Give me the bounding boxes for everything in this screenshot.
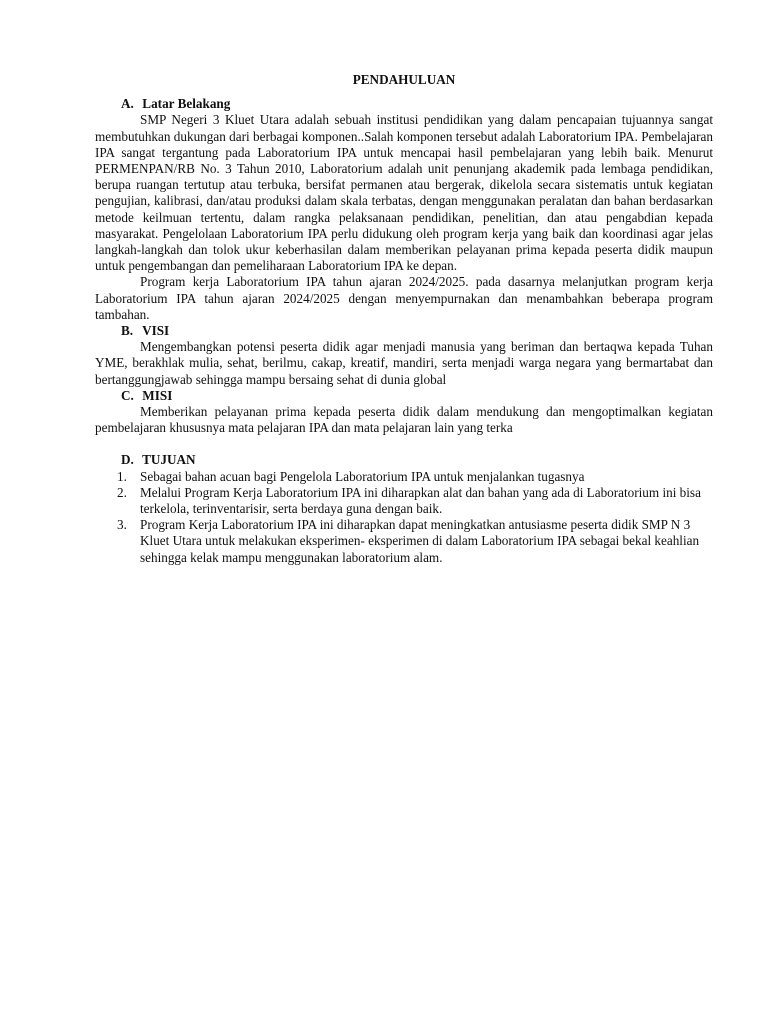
list-number: 3. (117, 517, 127, 533)
list-number: 2. (117, 484, 127, 500)
section-title: Latar Belakang (142, 96, 231, 112)
section-title: TUJUAN (142, 452, 196, 468)
list-text: Program Kerja Laboratorium IPA ini diharapkan dapat meningkatkan antusiasme peserta didik SMP N 3 Kluet Utara untuk melakukan eksperimen- eksperimen di dalam Laboratorium IPA sebagai bekal keahlian sehingga kelak mampu menggunakan laboratorium alam. (140, 517, 700, 565)
list-item (95, 469, 713, 485)
tujuan-list (95, 469, 713, 566)
list-number: 1. (117, 468, 127, 484)
paragraph-misi: Memberikan pelayanan prima kepada peserta didik dalam mendukung dan mengoptimalkan kegiatan pembelajaran khususnya mata pelajaran IPA dan mata pelajaran lain yang terka (95, 404, 713, 436)
section-heading-misi (95, 388, 713, 404)
section-letter: B. (121, 323, 134, 339)
section-letter: C. (121, 387, 134, 403)
list-text: Melalui Program Kerja Laboratorium IPA ini diharapkan alat dan bahan yang ada di Laboratorium ini bisa terkelola, terinventarisir, serta berdaya guna dengan baik. (140, 484, 701, 517)
paragraph-latar-2: Program kerja Laboratorium IPA tahun ajaran 2024/2025. pada dasarnya melanjutkan program kerja Laboratorium IPA tahun ajaran 2024/2025 dengan menyempurnakan dan menambahkan beberapa program tambahan. (95, 274, 713, 322)
section-title: MISI (142, 387, 173, 403)
section-letter: A. (121, 96, 134, 112)
list-item (95, 485, 713, 517)
paragraph-latar-1: SMP Negeri 3 Kluet Utara adalah sebuah institusi pendidikan yang dalam pencapaian tujuannya sangat membutuhkan dukungan dari berbagai komponen..Salah komponen tersebut adalah Laboratorium IPA. Pembelajaran IPA sangat tergantung pada Laboratorium IPA untuk mencapai hasil pembelajaran yang lebih baik. Menurut PERMENPAN/RB No. 3 Tahun 2010, Laboratorium adalah unit penunjang akademik pada lembaga pendidikan, berupa ruangan tertutup atau terbuka, bersifat permanen atau bergerak, dikelola secara sistematis untuk kegiatan pengujian, kalibrasi, dan/atau produksi dalam skala terbatas, dengan menggunakan peralatan dan bahan berdasarkan metode keilmuan tertentu, dalam rangka pelaksanaan pendidikan, penelitian, dan atau pengabdian kepada masyarakat. Pengelolaan Laboratorium IPA perlu didukung oleh program kerja yang baik dan koordinasi agar jelas langkah-langkah dan tolok ukur keberhasilan dalam memberikan pelayanan prima kepada peserta didik maupun untuk pengembangan dan pemeliharaan Laboratorium IPA ke depan. (95, 112, 713, 274)
section-heading-tujuan (95, 452, 713, 468)
page-title: PENDAHULUAN (352, 72, 456, 87)
section-heading-latar-belakang (95, 96, 713, 112)
section-letter: D. (121, 452, 134, 468)
paragraph-visi: Mengembangkan potensi peserta didik agar menjadi manusia yang beriman dan bertaqwa kepada Tuhan YME, berakhlak mulia, sehat, berilmu, cakap, kreatif, mandiri, serta menjadi warga negara yang bermartabat dan bertanggungjawab sehingga mampu bersaing sehat di dunia global (95, 339, 713, 387)
section-title: VISI (142, 323, 170, 339)
document-body (95, 72, 713, 566)
list-item (95, 517, 713, 566)
list-text: Sebagai bahan acuan bagi Pengelola Laboratorium IPA untuk menjalankan tugasnya (140, 468, 585, 484)
section-heading-visi (95, 323, 713, 339)
section-spacer (95, 436, 713, 452)
